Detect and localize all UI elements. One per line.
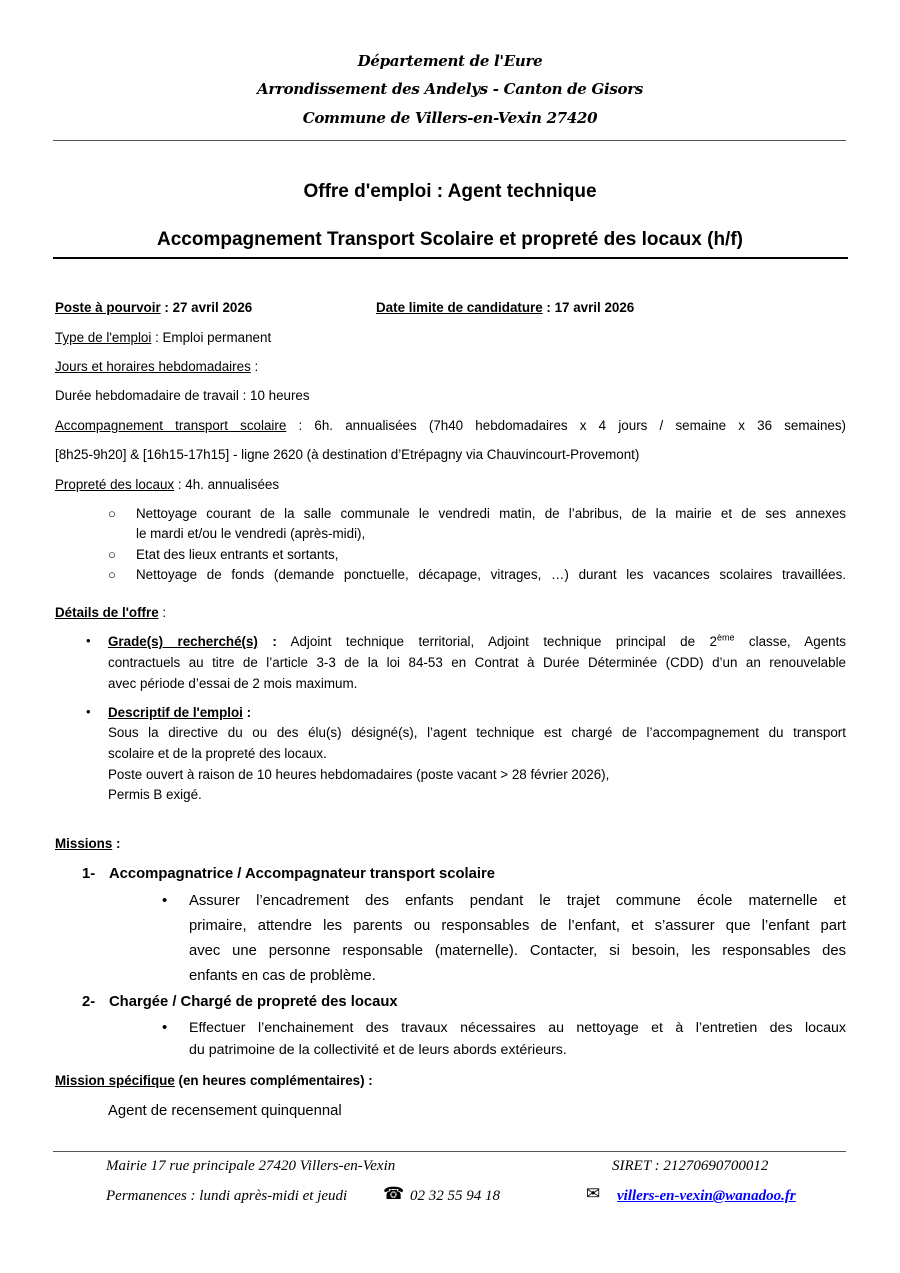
bullet-icon: • [86, 704, 91, 719]
label: Date limite de candidature [376, 300, 543, 315]
descriptif-heading [108, 704, 251, 722]
mission-1-line: Assurer l’encadrement des enfants pendant le trajet commune école maternelle et [189, 893, 846, 909]
footer-permanences: Permanences : lundi après-midi et jeudi [106, 1188, 348, 1204]
descriptif-line: scolaire et de la propreté des locaux. [108, 746, 327, 761]
grade-colon: : [257, 634, 277, 649]
value: : [250, 359, 259, 374]
title-divider [53, 257, 848, 259]
grade-text: Adjoint technique territorial, Adjoint technique principal de 2 [290, 634, 717, 649]
mission-2-num: 2- [82, 994, 96, 1010]
proprete-item-2: Etat des lieux entrants et sortants, [136, 547, 339, 562]
grade-line3: avec période d’essai de 2 mois maximum. [108, 676, 358, 691]
mission-2-title: Chargée / Chargé de propreté des locaux [109, 994, 398, 1010]
mission-1-title: Accompagnatrice / Accompagnateur transport scolaire [109, 866, 495, 882]
bullet-icon: • [86, 633, 91, 648]
circle-bullet-icon: ○ [108, 567, 116, 582]
label: Poste à pourvoir [55, 300, 161, 315]
descriptif-line: Poste ouvert à raison de 10 heures hebdomadaires (poste vacant > 28 février 2026), [108, 767, 610, 782]
type-field [55, 329, 271, 347]
bullet-icon: • [162, 892, 168, 909]
value: : 4h. annualisées [174, 477, 280, 492]
grade-line1 [108, 633, 846, 651]
page-subtitle: Accompagnement Transport Scolaire et propreté des locaux (h/f) [157, 229, 743, 250]
proprete-item-1-line2: le mardi et/ou le vendredi (après-midi), [136, 526, 366, 541]
label: Missions [55, 836, 113, 851]
label: Accompagnement transport scolaire [55, 418, 287, 433]
label: Mission spécifique [55, 1073, 175, 1088]
value: : 6h. annualisées (7h40 hebdomadaires x 4 jours / semaine x 36 semaines) [286, 418, 846, 433]
footer-divider [53, 1151, 846, 1152]
envelope-icon: ✉ [586, 1184, 601, 1203]
divider [53, 140, 846, 141]
mission-1-num: 1- [82, 866, 96, 882]
value: : 27 avril 2026 [160, 300, 253, 315]
footer-address: Mairie 17 rue principale 27420 Villers-en-Vexin [106, 1158, 396, 1174]
proprete-item-1-line1: Nettoyage courant de la salle communale le vendredi matin, de l’abribus, de la mairie et de ses annexes [136, 506, 846, 521]
missions-heading [55, 835, 120, 853]
circle-bullet-icon: ○ [108, 506, 116, 521]
footer-siret: SIRET : 21270690700012 [612, 1158, 769, 1174]
header-department: Département de l'Eure [357, 52, 543, 70]
proprete-item-3: Nettoyage de fonds (demande ponctuelle, décapage, vitrages, …) durant les vacances scolaires travaillées. [136, 567, 846, 582]
circle-bullet-icon: ○ [108, 547, 116, 562]
value: : 17 avril 2026 [542, 300, 635, 315]
duree-text: Durée hebdomadaire de travail : 10 heures [55, 388, 310, 403]
footer-phone: 02 32 55 94 18 [410, 1188, 500, 1204]
grade-sup: ème [716, 632, 735, 643]
jours-field [55, 358, 258, 376]
header-commune: Commune de Villers-en-Vexin 27420 [302, 109, 598, 127]
details-heading [55, 604, 166, 622]
mission-specifique-item: Agent de recensement quinquennal [108, 1103, 342, 1119]
value: : [158, 605, 167, 620]
mission-1-line: enfants en cas de problème. [189, 968, 376, 984]
value: (en heures complémentaires) : [174, 1073, 373, 1088]
descriptif-line: Permis B exigé. [108, 787, 202, 802]
header-arrondissement: Arrondissement des Andelys - Canton de Gisors [257, 80, 643, 98]
label: Jours et horaires hebdomadaires [55, 359, 251, 374]
horaires-text: [8h25-9h20] & [16h15-17h15] - ligne 2620 (à destination d’Etrépagny via Chauvincourt-Provemont) [55, 447, 640, 462]
label: Descriptif de l'emploi [108, 705, 243, 720]
grade-text-end: classe, Agents [734, 634, 847, 649]
label: Propreté des locaux [55, 477, 175, 492]
colon: : [242, 705, 252, 720]
mission-1-line: primaire, attendre les parents ou responsables de l’enfant, et s’assurer que l’enfant part [189, 918, 846, 934]
phone-icon: ☎ [383, 1184, 405, 1203]
accomp-field [55, 417, 846, 435]
descriptif-line: Sous la directive du ou des élu(s) désigné(s), l’agent technique est chargé de l’accompagnement du transport [108, 725, 846, 740]
mission-1-line: avec une personne responsable (maternelle). Contacter, si besoin, les responsables des [189, 943, 846, 959]
label: Détails de l'offre [55, 605, 159, 620]
footer-email-link[interactable]: villers-en-vexin@wanadoo.fr [617, 1188, 796, 1204]
proprete-field [55, 476, 279, 494]
mission-2-line: du patrimoine de la collectivité et de leurs abords extérieurs. [189, 1042, 567, 1058]
grade-label: Grade(s) recherché(s) [108, 634, 258, 649]
date-limite-field [376, 299, 634, 317]
value: : Emploi permanent [151, 330, 272, 345]
page-title: Offre d'emploi : Agent technique [303, 181, 597, 202]
value: : [112, 836, 121, 851]
bullet-icon: • [162, 1019, 168, 1036]
mission-2-line: Effectuer l’enchainement des travaux nécessaires au nettoyage et à l’entretien des locaux [189, 1020, 846, 1036]
poste-field [55, 299, 252, 317]
label: Type de l'emploi [55, 330, 152, 345]
grade-line2: contractuels au titre de l’article 3-3 de la loi 84-53 en Contrat à Durée Déterminée (CDD) d’un an renouvelable [108, 655, 846, 670]
mission-specifique-heading [55, 1072, 373, 1090]
